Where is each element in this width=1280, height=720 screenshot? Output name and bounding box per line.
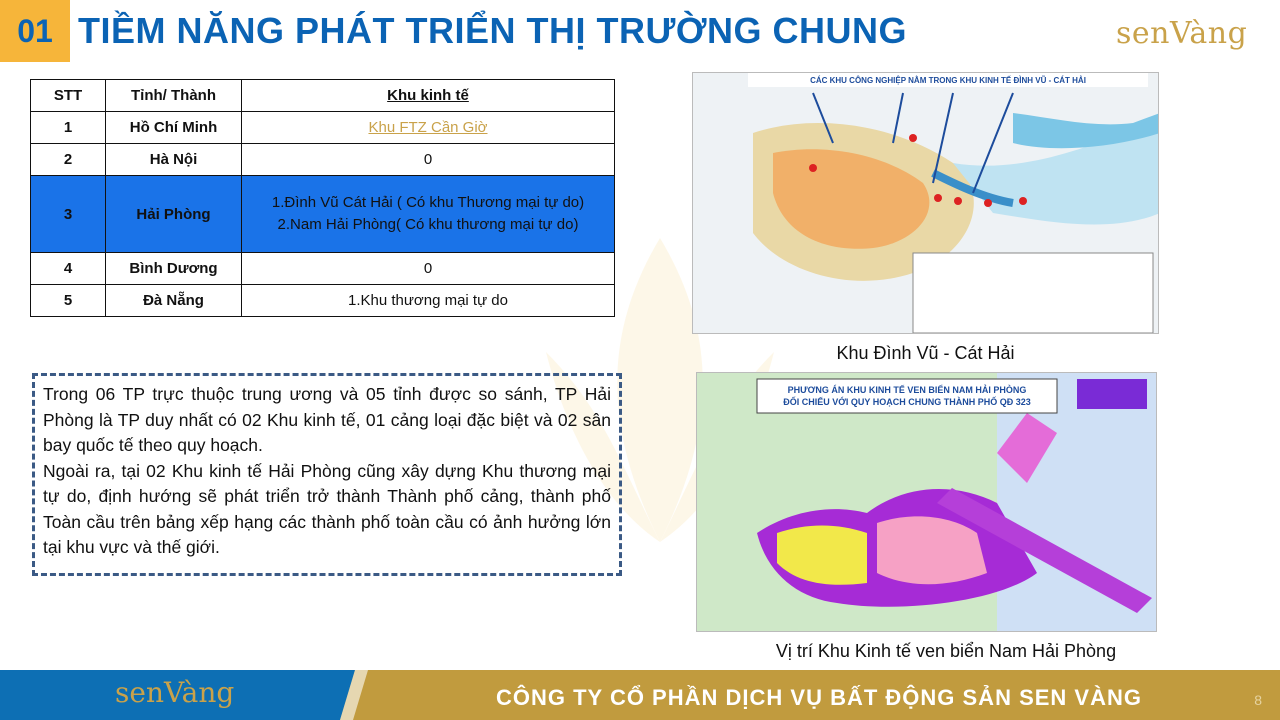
header-city: Tỉnh/ Thành — [106, 80, 242, 112]
zone-line-2: 2.Nam Hải Phòng( Có khu thương mại tự do) — [277, 216, 579, 233]
page-number: 8 — [1254, 692, 1262, 708]
row-stt: 5 — [31, 285, 106, 317]
map1-title: CÁC KHU CÔNG NGHIỆP NẰM TRONG KHU KINH TẾ ĐÌNH VŨ - CÁT HẢI — [810, 76, 1086, 85]
table-header-row — [31, 80, 615, 112]
footer-company-name: CÔNG TY CỔ PHẦN DỊCH VỤ BẤT ĐỘNG SẢN SEN VÀNG — [496, 685, 1142, 710]
row-zone: 0 — [242, 144, 615, 176]
map2-title-line1: PHƯƠNG ÁN KHU KINH TẾ VEN BIỂN NAM HẢI PHÒNG — [787, 385, 1027, 395]
row-city: Bình Dương — [106, 253, 242, 285]
map2-caption: Vị trí Khu Kinh tế ven biển Nam Hải Phòng — [775, 641, 1117, 661]
dinh-vu-cat-hai-map — [692, 72, 1159, 334]
economic-zone-table — [30, 79, 615, 317]
header-stt: STT — [31, 80, 106, 112]
summary-paragraph-2: Ngoài ra, tại 02 Khu kinh tế Hải Phòng cũng xây dựng Khu thương mại tự do, định hướng sẽ phát triển trở thành Thành phố cảng, thành phố Toàn cầu trên bảng xếp hạng các thành phố toàn cầu có ảnh hưởng lớn tại khu vực và thế giới. — [43, 460, 611, 557]
row-city: Đà Nẵng — [106, 285, 242, 317]
table-row — [31, 112, 615, 144]
zone-link[interactable]: Khu FTZ Cần Giờ — [368, 119, 488, 136]
row-city: Hồ Chí Minh — [106, 112, 242, 144]
header-zone: Khu kinh tế — [242, 80, 615, 112]
row-stt: 3 — [31, 176, 106, 253]
table-row — [31, 285, 615, 317]
row-city: Hà Nội — [106, 144, 242, 176]
row-zone: 1.Khu thương mại tự do — [242, 285, 615, 317]
map2-title-line2: ĐỐI CHIẾU VỚI QUY HOẠCH CHUNG THÀNH PHỐ QĐ 323 — [783, 397, 1031, 407]
company-logo — [1116, 10, 1266, 56]
footer-logo: senVàng — [115, 676, 235, 709]
summary-paragraph-1: Trong 06 TP trực thuộc trung ương và 05 tỉnh được so sánh, TP Hải Phòng là TP duy nhất có 02 Khu kinh tế, 01 cảng loại đặc biệt và 02 sân bay quốc tế theo quy hoạch. — [43, 384, 611, 455]
zone-line-1: 1.Đình Vũ Cát Hải ( Có khu Thương mại tự do) — [271, 194, 585, 211]
row-zone — [242, 176, 615, 253]
map1-graphic — [693, 73, 1159, 334]
table-row — [31, 144, 615, 176]
table-row — [31, 253, 615, 285]
summary-text-box — [32, 373, 622, 576]
row-zone — [242, 112, 615, 144]
logo-text: senVàng — [1116, 15, 1248, 51]
row-stt: 2 — [31, 144, 106, 176]
section-number: 01 — [0, 0, 70, 62]
row-city: Hải Phòng — [106, 176, 242, 253]
nam-hai-phong-map — [696, 372, 1157, 632]
table-row-highlighted — [31, 176, 615, 253]
map1-caption: Khu Đình Vũ - Cát Hải — [836, 343, 1015, 363]
row-stt: 1 — [31, 112, 106, 144]
row-zone: 0 — [242, 253, 615, 285]
map2-graphic — [697, 373, 1157, 632]
row-stt: 4 — [31, 253, 106, 285]
page-title: TIỀM NĂNG PHÁT TRIỂN THỊ TRƯỜNG CHUNG — [78, 10, 908, 51]
